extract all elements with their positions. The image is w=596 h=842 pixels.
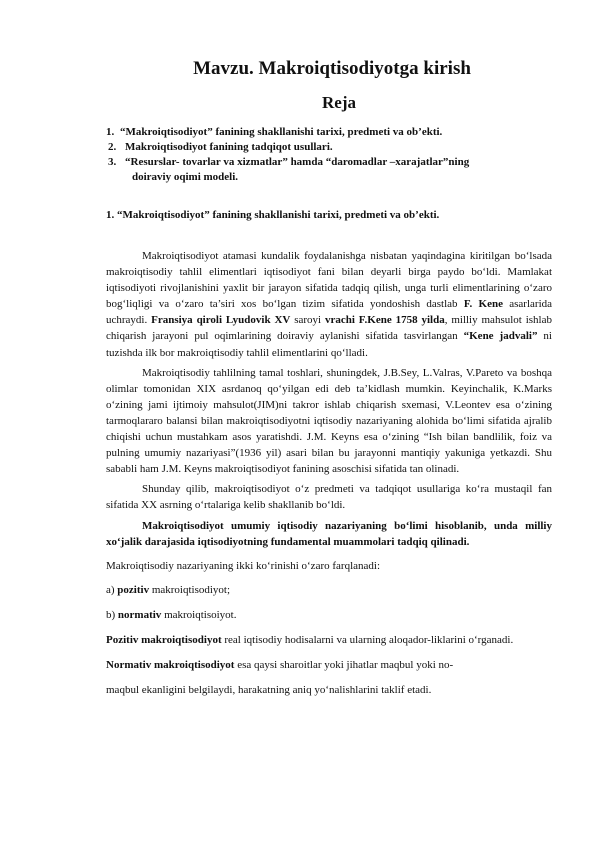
- bold-run: Fransiya qiroli Lyudovik XV: [151, 314, 291, 327]
- text-run: ni tuzishda ilk bor makroiqtisodiy tahlil elimentlarini qo‘lladi.: [106, 330, 552, 359]
- plan-heading: Reja: [322, 93, 356, 112]
- paragraph-1: [106, 248, 552, 361]
- bold-run: normativ: [117, 608, 162, 621]
- document-body: [106, 248, 552, 698]
- plan-item-number: 3.: [108, 156, 117, 168]
- paragraph-normative-cont: maqbul ekanligini belgilaydi, harakatning aniq yo‘nalishlarini taklif etadi.: [106, 684, 432, 697]
- bold-run: Pozitiv makroiqtisodiyot: [106, 633, 222, 646]
- plan-item-text: “Makroiqtisodiyot” fanining shakllanishi tarixi, predmeti va ob’ekti.: [120, 126, 443, 138]
- section-heading: 1. “Makroiqtisodiyot” fanining shakllanishi tarixi, predmeti va ob’ekti.: [106, 209, 440, 221]
- text-run: real iqtisodiy hodisalarni va ularning aloqador-liklarini o‘rganadi.: [221, 633, 514, 646]
- paragraph-2: Makroiqtisodiy tahlilning tamal toshlari, shuningdek, J.B.Sey, L.Valras, V.Pareto va boshqa olimlar tomonidan XIX asrdanoq qo‘yilgan edi deb ta’kidlash mumkin. Keyinchalik, K.Marks o‘zining jami ijtimoiy mahsulot(JIM)ni takror ishlab chiqarish sxemasi, V.Leontev esa o‘zining tarmoqlararo balansi bilan makroiqtisodiyotni iqtisodiy nazariyaning alohida bo‘limi sifatida ajralib chiqishi uchun mustahkam asos yaratishdi. J.M. Keyns esa o‘zining “Ish bilan bandlilik, foiz va pulning umumiy nazariyasi”(1936 yil) asari bilan bu jarayonni mantiqiy yakuniga yetkazdi. Shu sababli ham J.M. Keyns makroiqtisodiyot fanining asoschisi sifatida tan olinadi.: [106, 366, 552, 476]
- text-run: saroyi: [290, 314, 325, 327]
- paragraph-3: Shunday qilib, makroiqtisodiyot o‘z predmeti va tadqiqot usullariga ko‘ra mustaqil fan sifatida XX asrning o‘rtalariga kelib shakllanib bo‘ldi.: [106, 483, 552, 512]
- paragraph-5: Makroiqtisodiy nazariyaning ikki ko‘rinishi o‘zaro farqlanadi:: [106, 559, 381, 572]
- bold-run: Normativ makroiqtisodiyot: [106, 659, 235, 672]
- plan-item-text: doiraviy oqimi modeli.: [132, 171, 239, 183]
- plan-item-number: 1.: [106, 126, 115, 138]
- bold-run: pozitiv: [117, 583, 150, 596]
- page-title: [0, 58, 596, 80]
- paragraph-4: Makroiqtisodiyot umumiy iqtisodiy nazariyaning bo‘limi hisoblanib, unda milliy xo‘jalik darajasida iqtisodiyotning fundamental muammolari tadqiq qilinadi.: [106, 519, 552, 548]
- bold-run: “Kene jadvali”: [463, 330, 538, 343]
- plan-list: [106, 125, 469, 185]
- plan-item-text: Makroiqtisodiyot fanining tadqiqot usullari.: [125, 141, 333, 153]
- plan-item-continuation: [106, 170, 469, 185]
- text-run: makroiqtisoiyot.: [161, 608, 237, 621]
- paragraph-positive: [106, 632, 552, 648]
- bold-run: F. Kene: [463, 298, 503, 311]
- paragraph-normative: [106, 657, 552, 673]
- text-run: , milliy mahsulot ishlab chiqarish jarayoni pul oqimlarining doiraviy aylanishi sifatida tasvirlangan: [106, 314, 552, 343]
- plan-item: [106, 155, 469, 170]
- list-item-b: [106, 607, 552, 623]
- title-text: Mavzu. Makroiqtisodiyotga kirish: [193, 58, 471, 79]
- list-item-a: [106, 582, 552, 598]
- plan-item: [106, 125, 469, 140]
- plan-item-text: “Resurslar- tovarlar va xizmatlar” hamda “daromadlar –xarajatlar”ning: [125, 156, 470, 168]
- text-run: makroiqtisodiyot;: [149, 583, 231, 596]
- text-run: esa qaysi sharoitlar yoki jihatlar maqbul yoki no-: [234, 659, 454, 672]
- plan-item-number: 2.: [108, 141, 117, 153]
- text-run: asarlarida uchraydi.: [106, 298, 553, 327]
- bold-run: vrachi F.Kene 1758 yilda: [324, 314, 445, 327]
- text-run: a): [106, 583, 118, 596]
- plan-item: [106, 140, 469, 155]
- text-run: b): [106, 608, 118, 621]
- text-run: Makroiqtisodiyot atamasi kundalik foydalanishga nisbatan yaqindagina kiritilgan bo‘lsada makroiqtisodiy tahlil elimentlari iqtisodiyot fani bilan deyarli birga paydo bo‘ldi. Mamlakat iqtisodiyoti rivojlanishini yaxlit bir jarayon sifatida tadqiq qilish, unga turli elimentlarining o‘zaro bog‘liqligi va o‘zaro ta’siri xos bo‘lgan tizim sifatida yondoshish dastlab: [106, 250, 552, 311]
